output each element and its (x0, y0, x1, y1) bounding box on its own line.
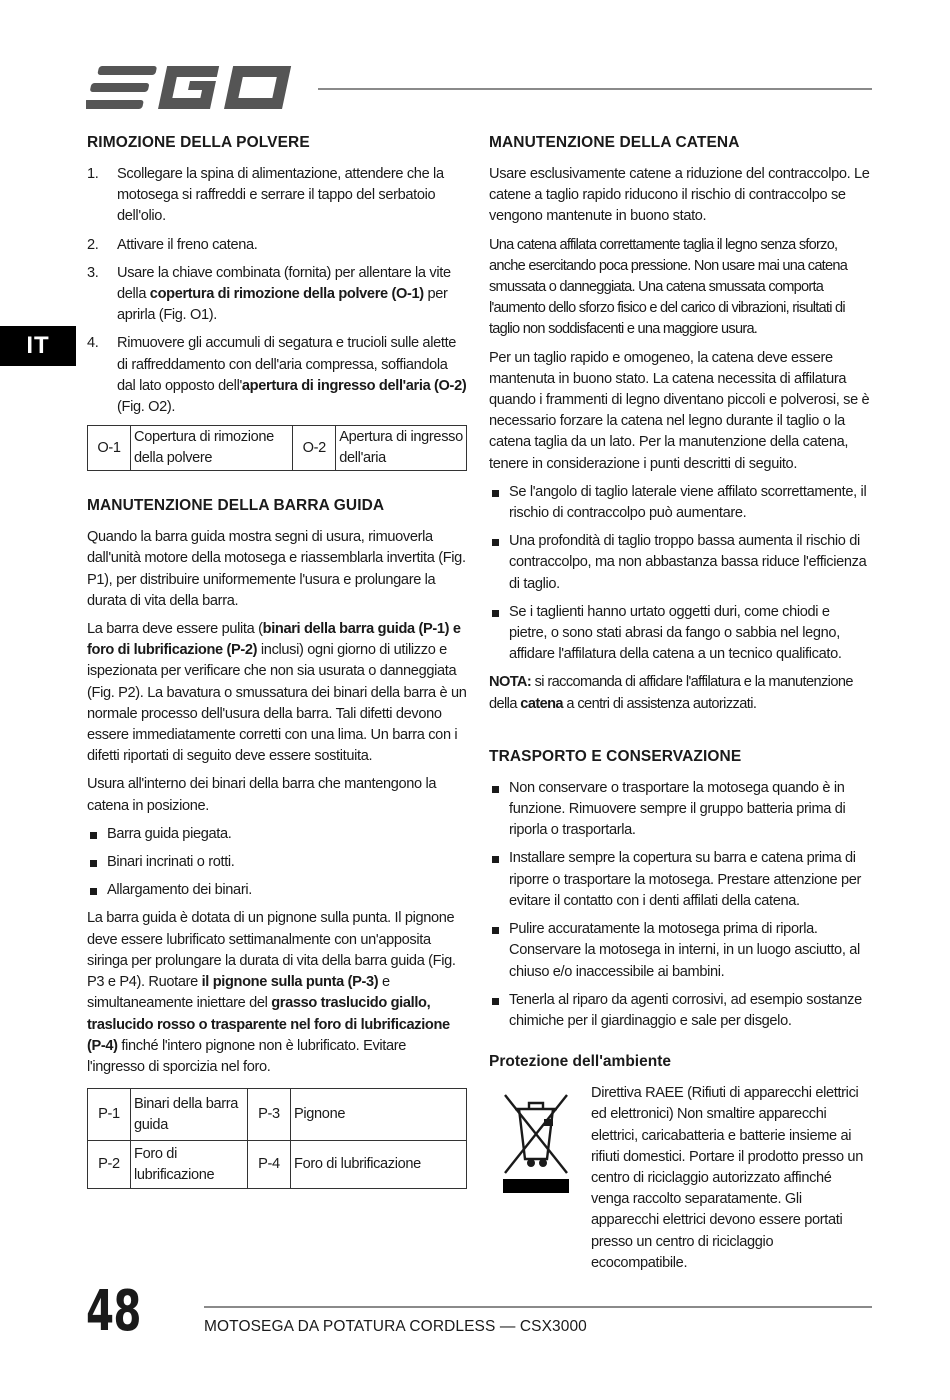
list-item: Barra guida piegata. (87, 824, 467, 845)
paragraph: Usura all'interno dei binari della barra che mantengono la catena in posizione. (87, 776, 437, 814)
chain-maintenance-list (489, 482, 871, 666)
guide-bar-defects-list (87, 824, 467, 902)
page-number: 48 (86, 1279, 141, 1344)
footer-title: MOTOSEGA DA POTATURA CORDLESS — CSX3000 (204, 1318, 587, 1335)
paragraph: La barra guida è dotata di un pignone sulla punta. Il pignone deve essere lubrificato settimanalmente con un'apposita siringa per prolungare la durata di vita della barra guida (Fig. P3 e P4). Ruotare il pignone sulla punta (P-3) e simultaneamente iniettare del grasso traslucido giallo, traslucido rosso o trasparente nel foro di lubrificazione (P-4) finché l'intero pignone non è lubrificato. Evitare l'ingresso di sporcizia nel foro. (87, 910, 456, 1075)
step-item: 2. Attivare il freno catena. (87, 236, 258, 253)
dust-removal-steps (87, 164, 467, 418)
left-column (87, 130, 467, 1189)
list-item: Binari incrinati o rotti. (87, 852, 467, 873)
list-item: Una profondità di taglio troppo bassa aumenta il rischio di contraccolpo, ma non abbastanza bassa riduce l'efficienza di taglio. (489, 531, 871, 595)
table-row: O-1 Copertura di rimozione della polvere O-2 Apertura di ingresso dell'aria (88, 426, 467, 471)
guide-bar-legend-table (87, 1088, 467, 1189)
ego-logo (86, 62, 298, 114)
list-item: Pulire accuratamente la motosega prima di riporla. Conservare la motosega in interni, in un luogo asciutto, al chiuso e/o inaccessibile ai bambini. (489, 919, 871, 983)
right-column (489, 130, 871, 1274)
step-item: 4. Rimuovere gli accumuli di segatura e trucioli sulle alette di raffreddamento con dell'aria compressa, soffiandola dal lato opposto dell'apertura di ingresso dell'aria (O-2) (Fig. O2). (87, 335, 467, 416)
list-item: Non conservare o trasportare la motosega quando è in funzione. Rimuovere sempre il gruppo batteria prima di riporla o trasportarla. (489, 778, 871, 842)
table-row: P-1 Binari della barra guida P-3 Pignone (88, 1089, 467, 1141)
step-item: 3. Usare la chiave combinata (fornita) per allentare la vite della copertura di rimozione della polvere (O-1) per aprirla (Fig. O1). (87, 264, 451, 324)
transport-storage-list (489, 778, 871, 1032)
list-item: Allargamento dei binari. (87, 880, 467, 901)
paragraph: Usare esclusivamente catene a riduzione del contraccolpo. Le catene a taglio rapido riducono il rischio di contraccolpo se vengono mantenute in buono stato. (489, 166, 870, 225)
note: NOTA: si raccomanda di affidare l'affilatura e la manutenzione della catena a centri di assistenza autorizzati. (489, 674, 853, 712)
paragraph: Quando la barra guida mostra segni di usura, rimuoverla dall'unità motore della motosega e riassemblarla invertita (Fig. P1), per distribuire uniformemente l'usura e prolungare la durata di vita della barra. (87, 529, 466, 609)
list-item: Installare sempre la copertura su barra e catena prima di riporre o trasportare la motosega. Prestare attenzione per evitare il contatto con i denti affilati della catena. (489, 848, 871, 912)
paragraph: Una catena affilata correttamente taglia il legno senza sforzo, anche esercitando poca pressione. Non usare mai una catena smussata o danneggiata. Una catena smussata comporta l'aumento dello sforzo fisico e del carico di vibrazioni, risultati di taglio non soddisfacenti e una maggiore usura. (489, 236, 848, 338)
step-item: 1. Scollegare la spina di alimentazione, attendere che la motosega si raffreddi e serrare il tappo del serbatoio dell'olio. (87, 166, 444, 225)
list-item: Se l'angolo di taglio laterale viene affilato scorrettamente, il rischio di contraccolpo può aumentare. (489, 482, 871, 524)
list-item: Se i taglienti hanno urtato oggetti duri, come chiodi e pietre, o sono stati abrasi da fango o sabbia nel legno, affidare l'affilatura della catena a un tecnico qualificato. (489, 602, 871, 666)
section-title-environment: Protezione dell'ambiente (489, 1053, 671, 1071)
section-title-guide-bar: MANUTENZIONE DELLA BARRA GUIDA (87, 497, 385, 515)
weee-directive-text: Direttiva RAEE (Rifiuti di apparecchi elettrici ed elettronici) Non smaltire apparecchi elettrici, caricabatteria e batterie insieme ai rifiuti domestici. Portare il prodotto presso un centro di riciclaggio autorizzato affinché venga raccolto separatamente. Gli apparecchi elettrici devono essere portati presso un centro di riciclaggio ecocompatibile. (591, 1085, 863, 1271)
dust-removal-legend-table (87, 425, 467, 471)
section-title-dust-removal: RIMOZIONE DELLA POLVERE (87, 134, 310, 151)
weee-block (489, 1083, 871, 1274)
crossed-out-bin-icon (501, 1089, 571, 1193)
language-tab: IT (0, 326, 76, 366)
paragraph: La barra deve essere pulita (binari della barra guida (P-1) e foro di lubrificazione (P-2) inclusi) ogni giorno di utilizzo e ispezionata per verificare che non sia usurata o danneggiata (Fig. P2). La bavatura o smussatura dei binari della barra è un normale processo dell'usura della barra. Tali difetti devono essere immediatamente corretti con una lima. Un barra con i difetti riportati di seguito deve essere sostituita. (87, 621, 467, 765)
footer-rule (204, 1306, 872, 1308)
section-title-transport-storage: TRASPORTO E CONSERVAZIONE (489, 747, 742, 765)
table-row: P-2 Foro di lubrificazione P-4 Foro di lubrificazione (88, 1141, 467, 1189)
header-rule (318, 88, 872, 90)
paragraph: Per un taglio rapido e omogeneo, la catena deve essere mantenuta in buono stato. La catena necessita di affilatura quando i frammenti di legno diventano piccoli e polverosi, se è necessario forzare la catena nel legno durante il taglio o la catena taglia da un lato. Per la manutenzione della catena, tenere in considerazione i punti descritti di seguito. (489, 349, 870, 472)
section-title-chain-maintenance: MANUTENZIONE DELLA CATENA (489, 134, 740, 151)
list-item: Tenerla al riparo da agenti corrosivi, ad esempio sostanze chimiche per il giardinaggio e sale per disgelo. (489, 990, 871, 1032)
